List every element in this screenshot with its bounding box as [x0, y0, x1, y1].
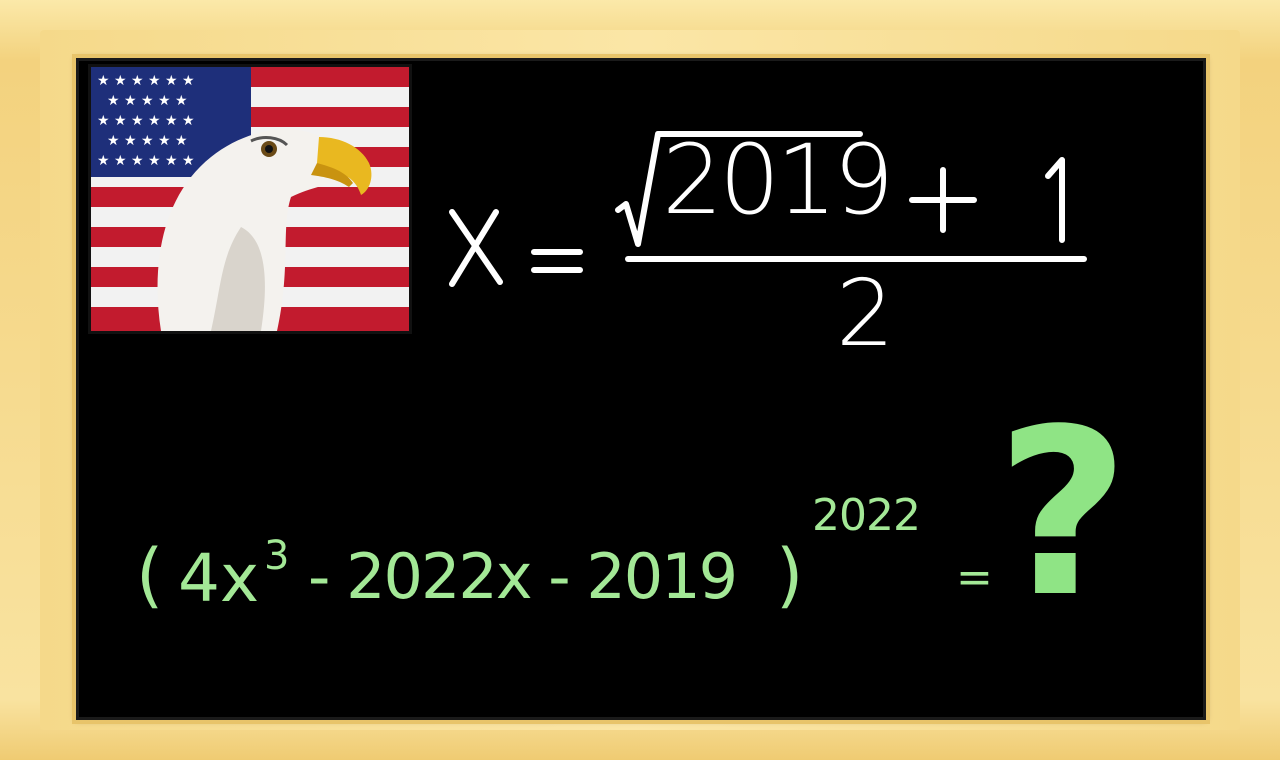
outer-exponent-2022: 2022	[812, 490, 920, 541]
equals-sign: =	[956, 552, 993, 603]
svg-text:★ ★ ★ ★ ★: ★ ★ ★ ★ ★	[107, 93, 188, 109]
radicand-2019: 2019	[662, 124, 891, 236]
svg-text:★ ★ ★ ★ ★ ★: ★ ★ ★ ★ ★ ★	[97, 113, 195, 129]
svg-text:★ ★ ★ ★ ★ ★: ★ ★ ★ ★ ★ ★	[97, 73, 195, 89]
question-mark: ?	[996, 381, 1130, 648]
denominator-2: 2	[836, 260, 895, 367]
exponent-3: 3	[264, 533, 290, 579]
close-paren: )	[776, 534, 804, 616]
middle-terms: - 2022x - 2019	[308, 540, 737, 613]
svg-text:★ ★ ★ ★ ★ ★: ★ ★ ★ ★ ★ ★	[97, 153, 195, 169]
open-paren: (	[136, 534, 164, 616]
plus-stroke	[912, 170, 974, 230]
equals-stroke	[534, 252, 580, 270]
x-variable-stroke	[452, 212, 500, 284]
svg-text:★ ★ ★ ★ ★: ★ ★ ★ ★ ★	[107, 133, 188, 149]
one-stroke	[1048, 160, 1062, 240]
term-4x: 4x	[178, 540, 260, 617]
